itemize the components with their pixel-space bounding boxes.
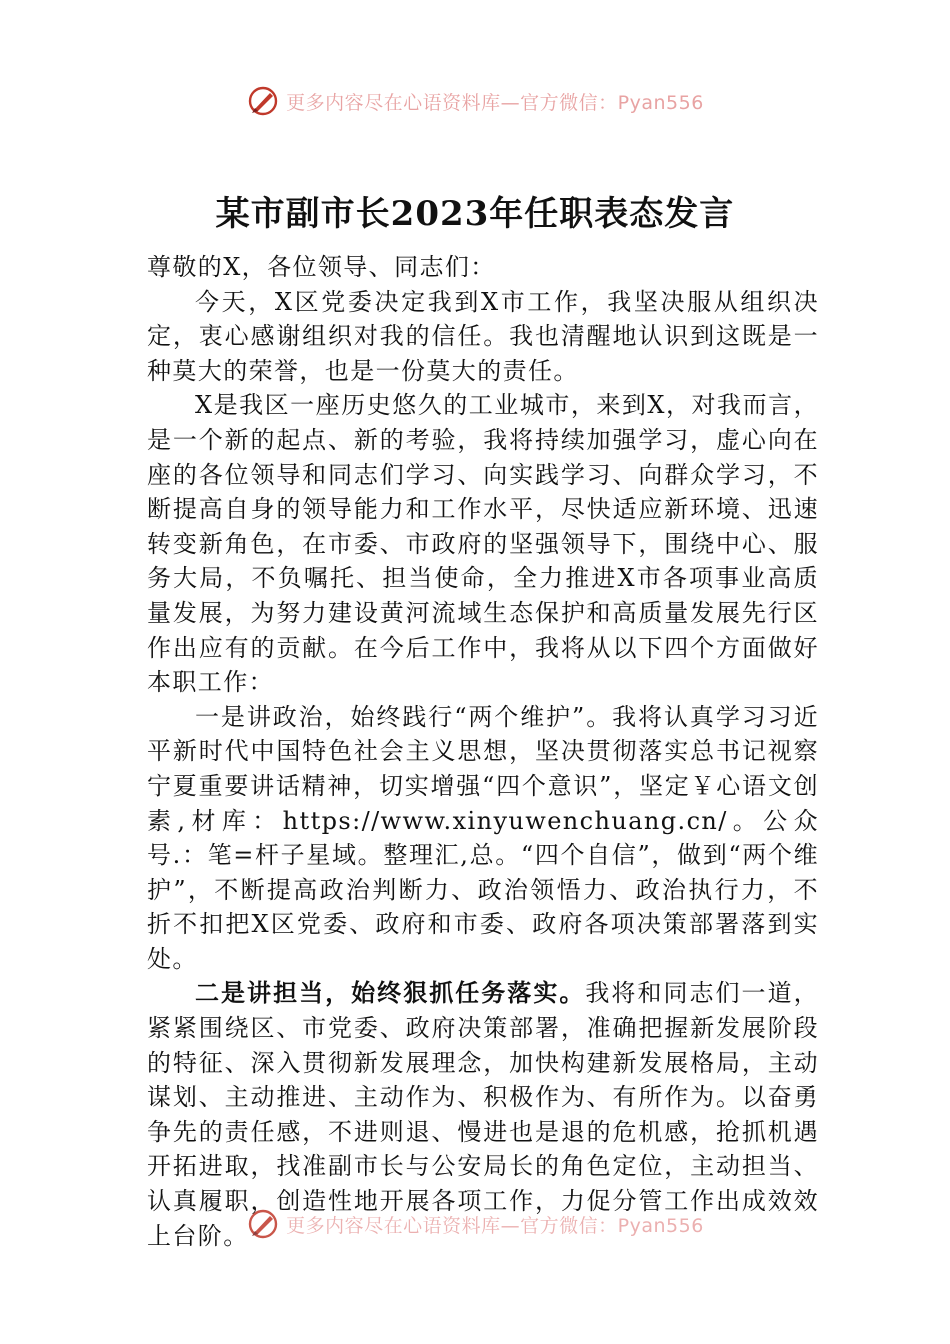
paragraph-text: 一是讲政治，始终践行“两个维护”。我将认真学习习近平新时代中国特色社会主义思想，坚决贯彻落实总书记视察宁夏重要讲话精神，切实增强“四个意识”，坚定￥心语文创素,材库：https://www.xinyuwenchuang.cn/。公众号.：笔=杆子星域。整理汇,总。“四个自信”，做到“两个维护”，不断提高政治判断力、政治领悟力、政治执行力，不折不扣把X区党委、政府和市委、政府各项决策部署落到实处。 (147, 702, 819, 973)
paragraph-text: 今天，X区党委决定我到X市工作，我坚决服从组织决定，衷心感谢组织对我的信任。我也清醒地认识到这既是一种莫大的荣誉，也是一份莫大的责任。 (147, 287, 819, 385)
watermark-text: 更多内容尽在心语资料库—官方微信：Pyan556 (286, 91, 704, 114)
paragraph-1 (147, 285, 819, 389)
footer-watermark (0, 1207, 950, 1241)
document-body (147, 250, 819, 1253)
pen-logo-icon (246, 84, 280, 118)
paragraph-text: X是我区一座历史悠久的工业城市，来到X，对我而言，是一个新的起点、新的考验，我将持续加强学习，虚心向在座的各位领导和同志们学习、向实践学习、向群众学习，不断提高自身的领导能力和工作水平，尽快适应新环境、迅速转变新角色，在市委、市政府的坚强领导下，围绕中心、服务大局，不负嘱托、担当使命，全力推进X市各项事业高质量发展，为努力建设黄河流域生态保护和高质量发展先行区作出应有的贡献。在今后工作中，我将从以下四个方面做好本职工作： (147, 391, 819, 697)
header-watermark (0, 84, 950, 118)
salutation: 尊敬的X，各位领导、同志们： (147, 253, 496, 281)
watermark-text: 更多内容尽在心语资料库—官方微信：Pyan556 (286, 1214, 704, 1237)
paragraph-text: 我将和同志们一道，紧紧围绕区、市党委、政府决策部署，准确把握新发展阶段的特征、深入贯彻新发展理念，加快构建新发展格局，主动谋划、主动推进、主动作为、积极作为、有所作为。以奋勇争先的责任感，不进则退、慢进也是退的危机感，抢抓机遇开拓进取，找准副市长与公安局长的角色定位，主动担当、认真履职，创造性地开展各项工作，力促分管工作出成效效上台阶。 (147, 979, 819, 1250)
document-title: 某市副市长2023年任职表态发言 (215, 194, 735, 234)
paragraph-2 (147, 388, 819, 699)
paragraph-3 (147, 700, 819, 977)
pen-logo-icon (246, 1207, 280, 1241)
paragraph-lead: 二是讲担当，始终狠抓任务落实。 (195, 978, 586, 1008)
